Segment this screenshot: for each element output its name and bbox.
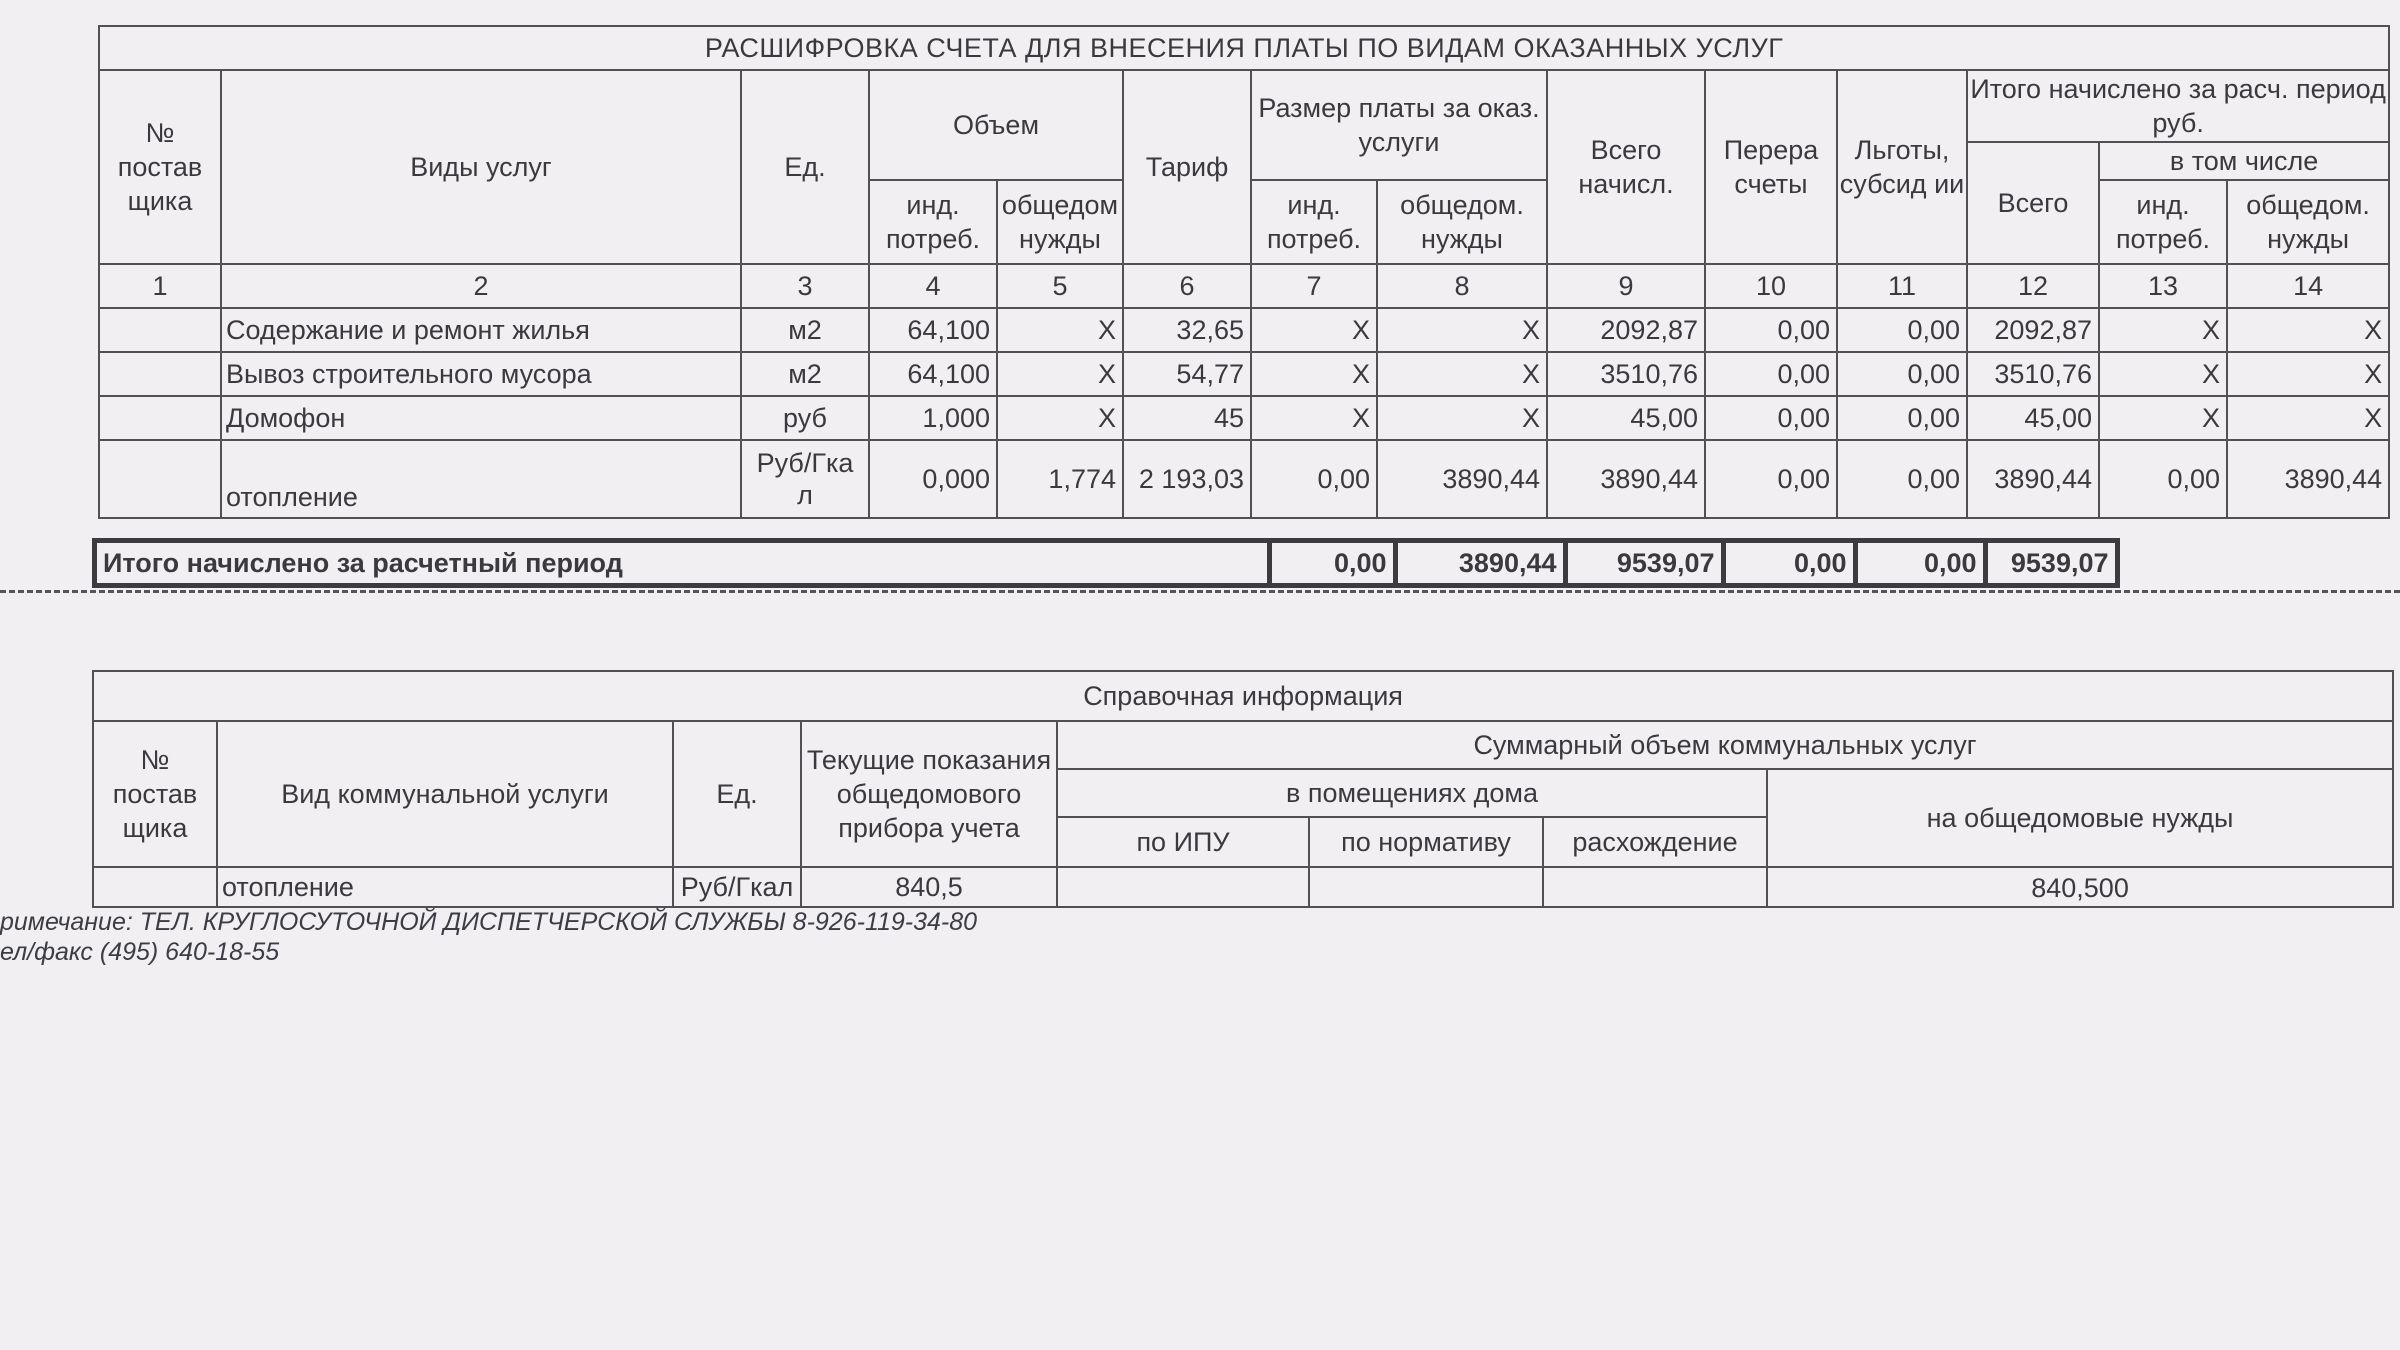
header-recalc: Перера счеты <box>1705 70 1837 264</box>
pay-ind-cell: 0,00 <box>1251 440 1377 518</box>
benefits-cell: 0,00 <box>1837 396 1967 440</box>
inc-common-cell: X <box>2227 352 2389 396</box>
total-charged: 9539,07 <box>1565 541 1723 586</box>
pay-common-cell: X <box>1377 352 1547 396</box>
ref-header-current-readings: Текущие показания общедомового прибора учета <box>801 721 1057 867</box>
column-numbers-row <box>99 264 2389 308</box>
volume-common-cell: X <box>997 396 1123 440</box>
inc-ind-cell: X <box>2099 396 2227 440</box>
total-label: Итого начислено за расчетный период <box>95 541 1255 586</box>
table-row <box>99 396 2389 440</box>
benefits-cell: 0,00 <box>1837 308 1967 352</box>
header-period-total: Итого начислено за расч. период руб. <box>1967 70 2389 142</box>
header-volume-ind: инд. потреб. <box>869 180 997 264</box>
ref-common-needs-cell: 840,500 <box>1767 867 2393 907</box>
ref-header-in-premises: в помещениях дома <box>1057 769 1767 817</box>
column-number: 3 <box>741 264 869 308</box>
inc-common-cell: X <box>2227 308 2389 352</box>
header-including: в том числе <box>2099 142 2389 180</box>
total-recalc: 0,00 <box>1723 541 1855 586</box>
pay-common-cell: 3890,44 <box>1377 440 1547 518</box>
volume-common-cell: 1,774 <box>997 440 1123 518</box>
ref-header-discrepancy: расхождение <box>1543 817 1767 867</box>
total-pay-ind: 0,00 <box>1269 541 1395 586</box>
ref-unit-cell: Руб/Гкал <box>673 867 801 907</box>
ref-header-total-volume: Суммарный объем коммунальных услуг <box>1057 721 2393 769</box>
period-total-cell: 3890,44 <box>1967 440 2099 518</box>
header-supplier-no: № постав щика <box>99 70 221 264</box>
column-number: 7 <box>1251 264 1377 308</box>
header-inc-ind: инд. потреб. <box>2099 180 2227 264</box>
tariff-cell: 32,65 <box>1123 308 1251 352</box>
pay-ind-cell: X <box>1251 396 1377 440</box>
header-volume: Объем <box>869 70 1123 180</box>
header-all: Всего <box>1967 142 2099 264</box>
service-name-cell: отопление <box>221 440 741 518</box>
volume-ind-cell: 1,000 <box>869 396 997 440</box>
benefits-cell: 0,00 <box>1837 440 1967 518</box>
inc-ind-cell: 0,00 <box>2099 440 2227 518</box>
supplier-cell <box>99 440 221 518</box>
total-charged-cell: 45,00 <box>1547 396 1705 440</box>
benefits-cell: 0,00 <box>1837 352 1967 396</box>
column-number: 9 <box>1547 264 1705 308</box>
period-total-cell: 2092,87 <box>1967 308 2099 352</box>
service-name-cell: Содержание и ремонт жилья <box>221 308 741 352</box>
column-number: 10 <box>1705 264 1837 308</box>
ref-norm-cell <box>1309 867 1543 907</box>
unit-cell: м2 <box>741 352 869 396</box>
total-spacer <box>1255 541 1270 586</box>
service-name-cell: Домофон <box>221 396 741 440</box>
service-name-cell: Вывоз строительного мусора <box>221 352 741 396</box>
ref-header-supplier-no: № постав щика <box>93 721 217 867</box>
period-total-cell: 45,00 <box>1967 396 2099 440</box>
volume-common-cell: X <box>997 308 1123 352</box>
recalc-cell: 0,00 <box>1705 352 1837 396</box>
unit-cell: Руб/Гка л <box>741 440 869 518</box>
table-title: РАСШИФРОВКА СЧЕТА ДЛЯ ВНЕСЕНИЯ ПЛАТЫ ПО ВИДАМ ОКАЗАННЫХ УСЛУГ <box>99 26 2389 70</box>
supplier-cell <box>99 352 221 396</box>
table-row <box>93 867 2393 907</box>
ref-header-by-ipu: по ИПУ <box>1057 817 1309 867</box>
header-total-charged: Всего начисл. <box>1547 70 1705 264</box>
header-benefits: Льготы, субсид ии <box>1837 70 1967 264</box>
column-number: 2 <box>221 264 741 308</box>
pay-ind-cell: X <box>1251 308 1377 352</box>
supplier-cell <box>99 396 221 440</box>
unit-cell: м2 <box>741 308 869 352</box>
total-pay-common: 3890,44 <box>1395 541 1565 586</box>
ref-discrepancy-cell <box>1543 867 1767 907</box>
ref-service-cell: отопление <box>217 867 673 907</box>
total-charged-cell: 2092,87 <box>1547 308 1705 352</box>
recalc-cell: 0,00 <box>1705 308 1837 352</box>
volume-ind-cell: 64,100 <box>869 352 997 396</box>
header-tariff: Тариф <box>1123 70 1251 264</box>
unit-cell: руб <box>741 396 869 440</box>
services-breakdown-table <box>98 25 2390 519</box>
ref-header-by-norm: по нормативу <box>1309 817 1543 867</box>
volume-ind-cell: 0,000 <box>869 440 997 518</box>
inc-common-cell: X <box>2227 396 2389 440</box>
header-unit: Ед. <box>741 70 869 264</box>
column-number: 8 <box>1377 264 1547 308</box>
recalc-cell: 0,00 <box>1705 440 1837 518</box>
ref-supplier-cell <box>93 867 217 907</box>
header-inc-common: общедом. нужды <box>2227 180 2389 264</box>
pay-ind-cell: X <box>1251 352 1377 396</box>
total-benefits: 0,00 <box>1855 541 1985 586</box>
supplier-cell <box>99 308 221 352</box>
inc-ind-cell: X <box>2099 352 2227 396</box>
column-number: 12 <box>1967 264 2099 308</box>
reference-info-table <box>92 670 2394 908</box>
total-charged-cell: 3510,76 <box>1547 352 1705 396</box>
header-service-types: Виды услуг <box>221 70 741 264</box>
pay-common-cell: X <box>1377 308 1547 352</box>
header-payment-size: Размер платы за оказ. услуги <box>1251 70 1547 180</box>
column-number: 1 <box>99 264 221 308</box>
volume-common-cell: X <box>997 352 1123 396</box>
note-fax: ел/факс (495) 640-18-55 <box>0 938 280 966</box>
ref-header-common-needs: на общедомовые нужды <box>1767 769 2393 867</box>
reference-title: Справочная информация <box>93 671 2393 721</box>
table-row <box>99 352 2389 396</box>
column-number: 5 <box>997 264 1123 308</box>
ref-header-unit: Ед. <box>673 721 801 867</box>
table-row <box>99 440 2389 518</box>
period-total-cell: 3510,76 <box>1967 352 2099 396</box>
column-number: 4 <box>869 264 997 308</box>
column-number: 14 <box>2227 264 2389 308</box>
total-charged-cell: 3890,44 <box>1547 440 1705 518</box>
total-period: 9539,07 <box>1985 541 2117 586</box>
tariff-cell: 54,77 <box>1123 352 1251 396</box>
period-total-row <box>92 538 2120 588</box>
column-number: 6 <box>1123 264 1251 308</box>
header-pay-common: общедом. нужды <box>1377 180 1547 264</box>
header-pay-ind: инд. потреб. <box>1251 180 1377 264</box>
tariff-cell: 45 <box>1123 396 1251 440</box>
header-volume-common: общедом нужды <box>997 180 1123 264</box>
inc-ind-cell: X <box>2099 308 2227 352</box>
inc-common-cell: 3890,44 <box>2227 440 2389 518</box>
note-dispatcher-phone: римечание: ТЕЛ. КРУГЛОСУТОЧНОЙ ДИСПЕТЧЕРСКОЙ СЛУЖБЫ 8-926-119-34-80 <box>0 908 978 936</box>
table-row <box>99 308 2389 352</box>
ref-header-service: Вид коммунальной услуги <box>217 721 673 867</box>
recalc-cell: 0,00 <box>1705 396 1837 440</box>
tariff-cell: 2 193,03 <box>1123 440 1251 518</box>
pay-common-cell: X <box>1377 396 1547 440</box>
volume-ind-cell: 64,100 <box>869 308 997 352</box>
column-number: 13 <box>2099 264 2227 308</box>
column-number: 11 <box>1837 264 1967 308</box>
cut-line-divider <box>0 590 2400 593</box>
ref-ipu-cell <box>1057 867 1309 907</box>
ref-readings-cell: 840,5 <box>801 867 1057 907</box>
